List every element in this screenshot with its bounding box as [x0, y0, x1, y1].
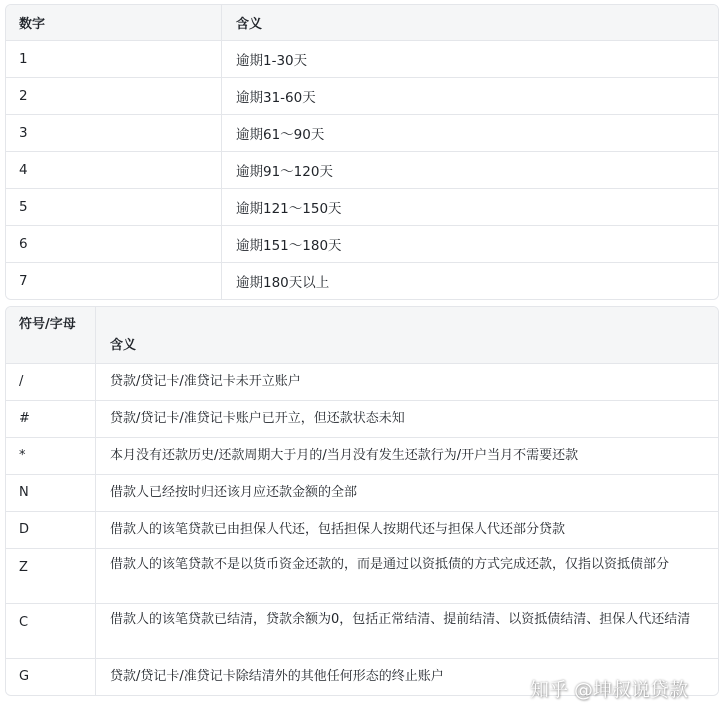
table-row: [6, 225, 718, 262]
cell-symbol: C: [6, 604, 96, 658]
cell-symbol: D: [6, 512, 96, 548]
cell-code: 3: [6, 115, 222, 151]
header-symbol: 符号/字母: [6, 307, 96, 363]
table-row: [6, 363, 718, 400]
cell-meaning: 逾期31-60天: [236, 90, 316, 106]
cell-code: 5: [6, 189, 222, 225]
cell-meaning: 逾期151～180天: [236, 238, 342, 254]
cell-symbol: /: [6, 364, 96, 400]
cell-meaning: 逾期61～90天: [236, 127, 325, 143]
table-row: [6, 437, 718, 474]
cell-meaning: 逾期91～120天: [236, 164, 333, 180]
table-row: [6, 114, 718, 151]
table-row: [6, 511, 718, 548]
table-row: [6, 474, 718, 511]
cell-code: 4: [6, 152, 222, 188]
status-symbols-table: [5, 306, 719, 696]
table-header-row: [6, 307, 718, 363]
cell-symbol: N: [6, 475, 96, 511]
cell-symbol: Z: [6, 549, 96, 603]
cell-code: 1: [6, 41, 222, 77]
table-row: [6, 40, 718, 77]
cell-symbol: *: [6, 438, 96, 474]
cell-meaning: 贷款/贷记卡/准贷记卡账户已开立，但还款状态未知: [110, 411, 405, 426]
table-row: [6, 151, 718, 188]
table-row: [6, 603, 718, 658]
cell-meaning: 借款人已经按时归还该月应还款金额的全部: [110, 485, 358, 500]
zhihu-watermark: 知乎 @坤叔说贷款: [530, 679, 689, 701]
overdue-months-table: [5, 4, 719, 300]
header-meaning: 含义: [236, 17, 263, 32]
header-number: 数字: [6, 5, 222, 40]
cell-code: 2: [6, 78, 222, 114]
cell-meaning: 逾期121～150天: [236, 201, 342, 217]
cell-symbol: #: [6, 401, 96, 437]
table-row: [6, 262, 718, 299]
cell-meaning: 贷款/贷记卡/准贷记卡除结清外的其他任何形态的终止账户: [110, 669, 444, 684]
cell-meaning: 本月没有还款历史/还款周期大于月的/当月没有发生还款行为/开户当月不需要还款: [110, 448, 579, 463]
cell-symbol: G: [6, 659, 96, 695]
table-row: [6, 400, 718, 437]
cell-code: 6: [6, 226, 222, 262]
table-row: [6, 548, 718, 603]
cell-meaning: 借款人的该笔贷款不是以货币资金还款的，而是通过以资抵债的方式完成还款，仅指以资抵债部分: [110, 557, 670, 572]
header-meaning: 含义: [110, 338, 137, 353]
cell-meaning: 借款人的该笔贷款已由担保人代还，包括担保人按期代还与担保人代还部分贷款: [110, 522, 566, 537]
cell-meaning: 逾期180天以上: [236, 275, 330, 291]
table-row: [6, 77, 718, 114]
cell-meaning: 贷款/贷记卡/准贷记卡未开立账户: [110, 374, 301, 389]
cell-meaning: 逾期1-30天: [236, 53, 308, 69]
cell-meaning: 借款人的该笔贷款已结清，贷款余额为0，包括正常结清、提前结清、以资抵债结清、担保人代还结清: [110, 612, 691, 627]
table-row: [6, 188, 718, 225]
table-header-row: [6, 5, 718, 40]
cell-code: 7: [6, 263, 222, 299]
